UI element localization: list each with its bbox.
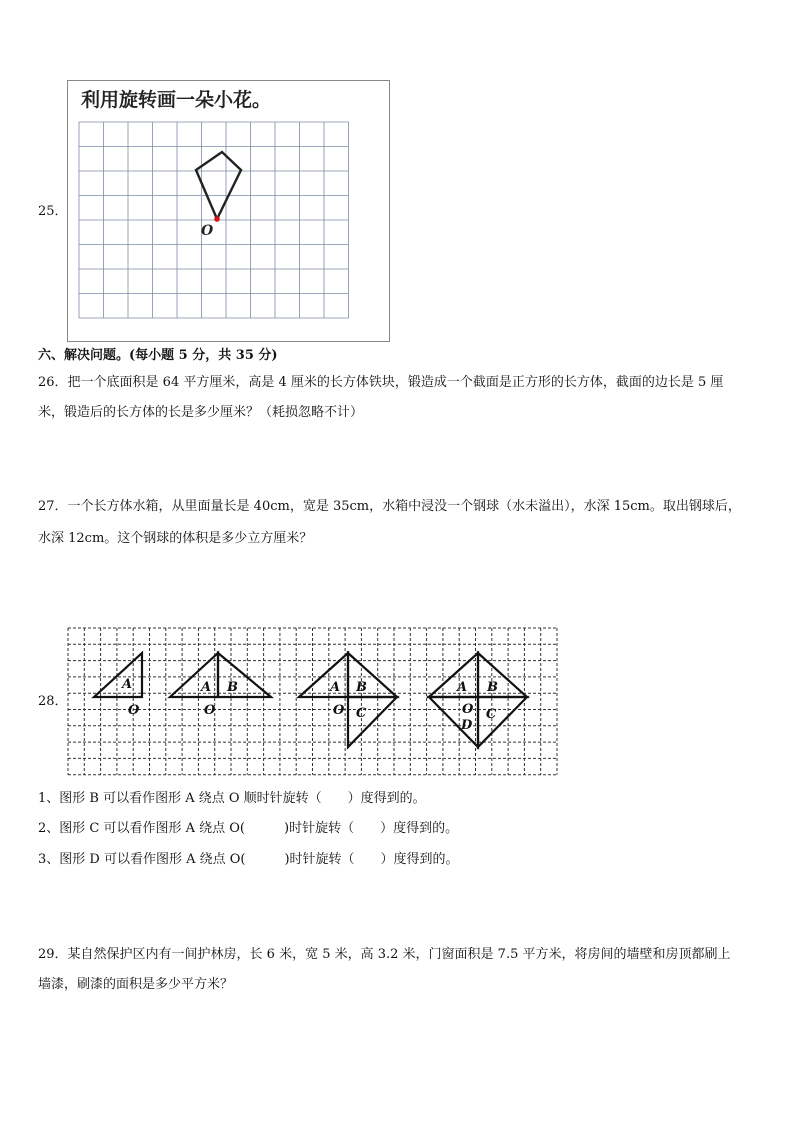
fig3-label-o: O bbox=[333, 703, 345, 718]
fig1-label-a: A bbox=[122, 677, 133, 692]
fig4-label-a: A bbox=[457, 680, 468, 695]
fig4-label-o: O bbox=[462, 702, 474, 717]
figure4-triangle-c bbox=[478, 697, 527, 747]
figure3-triangle-a bbox=[299, 653, 348, 697]
fig4-label-b: B bbox=[487, 680, 498, 695]
fig3-label-a: A bbox=[330, 680, 341, 695]
q28-sub3: 3、图形 D 可以看作图形 A 绕点 O( )时针旋转（ ）度得到的。 bbox=[38, 852, 459, 867]
q28-figure bbox=[62, 622, 562, 777]
fig1-label-o: O bbox=[128, 703, 140, 718]
figure2-triangle-b bbox=[218, 653, 271, 697]
figure1-triangle-a bbox=[94, 653, 142, 697]
fig3-label-b: B bbox=[356, 680, 367, 695]
point-o-label: O bbox=[201, 223, 214, 239]
figure3-triangle-c bbox=[348, 697, 397, 747]
section-title: 六、解决问题。(每小题 5 分，共 35 分) bbox=[38, 348, 278, 363]
fig4-label-c: C bbox=[486, 707, 497, 722]
fig2-label-a: A bbox=[201, 680, 212, 695]
q28-sub1: 1、图形 B 可以看作图形 A 绕点 O 顺时针旋转（ ）度得到的。 bbox=[38, 791, 426, 806]
q26-line1: 26．把一个底面积是 64 平方厘米，高是 4 厘米的长方体铁块，锻造成一个截面是正方形的长方体，截面的边长是 5 厘 bbox=[38, 375, 724, 390]
q29-line1: 29．某自然保护区内有一间护林房，长 6 米，宽 5 米，高 3.2 米，门窗面积是 7.5 平方米，将房间的墙壁和房顶都刷上 bbox=[38, 947, 731, 962]
q27-line1: 27．一个长方体水箱，从里面量长是 40cm，宽是 35cm，水箱中浸没一个钢球（水未溢出），水深 15cm。取出钢球后， bbox=[38, 499, 741, 514]
fig2-label-o: O bbox=[204, 703, 216, 718]
q29-line2: 墙漆，刷漆的面积是多少平方米？ bbox=[38, 977, 234, 992]
fig3-label-c: C bbox=[356, 706, 367, 721]
rotation-point-o bbox=[214, 216, 220, 222]
q28-dashed-grid bbox=[68, 628, 557, 775]
q25-panel-title: 利用旋转画一朵小花。 bbox=[81, 89, 272, 111]
figure4-triangle-a bbox=[429, 653, 478, 697]
q27-line2: 水深 12cm。这个钢球的体积是多少立方厘米？ bbox=[38, 531, 313, 546]
q26-line2: 米，锻造后的长方体的长是多少厘米？（耗损忽略不计） bbox=[38, 405, 364, 420]
fig4-label-d: D bbox=[461, 718, 473, 733]
q28-number: 28． bbox=[38, 694, 68, 709]
q28-sub2: 2、图形 C 可以看作图形 A 绕点 O( )时针旋转（ ）度得到的。 bbox=[38, 821, 459, 836]
q25-figure bbox=[67, 80, 390, 342]
q25-number: 25． bbox=[38, 204, 68, 219]
figure4-triangle-b bbox=[478, 653, 527, 697]
fig2-label-b: B bbox=[227, 680, 238, 695]
